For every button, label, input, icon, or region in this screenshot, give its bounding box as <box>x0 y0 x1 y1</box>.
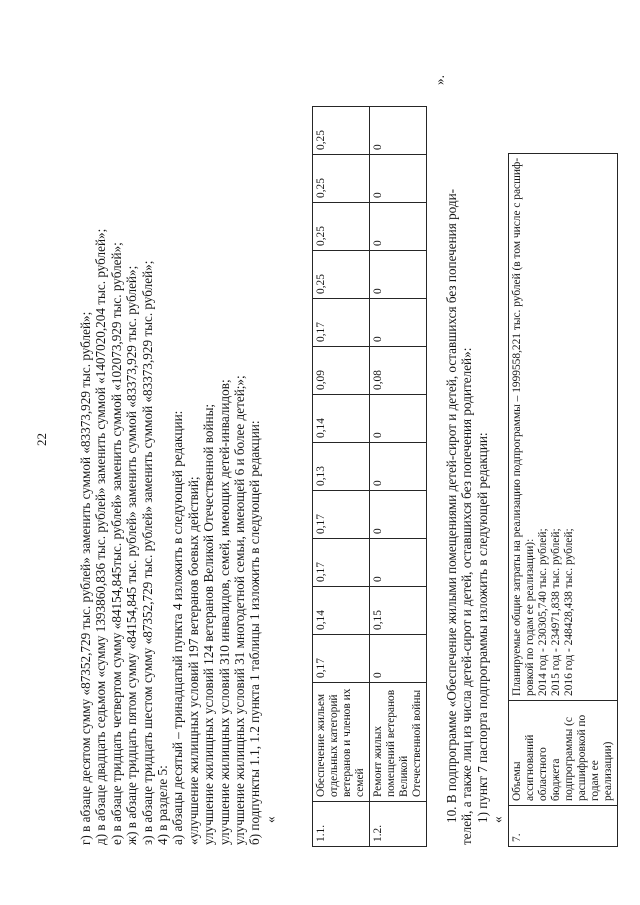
cell-value: 0,14 <box>313 587 370 635</box>
text-line: « <box>490 816 506 823</box>
cell-value: 0 <box>370 635 427 683</box>
text-line: з) в абзаце тридцать шестом сумму «87352,729 тыс. рублей» заменить суммой «83373,929 тыс. рублей»; <box>139 260 155 845</box>
text-line: «улучшение жилищных условий 197 ветеранов боевых действий; <box>185 476 201 845</box>
text-line: ж) в абзаце тридцать пятом сумму «84154,845 тыс. рублей» заменить суммой «83373,929 тыс. рублей»; <box>124 265 140 845</box>
cell-value: 0,25 <box>313 251 370 299</box>
cell-value: 0 <box>370 395 427 443</box>
cell-value: 0,17 <box>313 635 370 683</box>
text-line: е) в абзаце тридцать четвертом сумму «84154,845тыс. рублей» заменить суммой «102073,929 тыс. рублей»; <box>108 242 124 845</box>
cell-value: 0 <box>370 251 427 299</box>
text-line: а) абзацы десятый – тринадцатый пункта 4 изложить в следующей редакции: <box>170 410 186 845</box>
row-name: Ремонт жилых помещений ветеранов Великой Отечественной войны <box>370 683 427 802</box>
table-row <box>509 153 618 846</box>
row-number: 1.2. <box>370 802 427 847</box>
text-line: 1) пункт 7 паспорта подпрограммы изложить в следующей редакции: <box>474 432 490 823</box>
cell-value: 0,13 <box>313 443 370 491</box>
row-name: Обеспечение жильем отдельных категорий ветеранов и членов их семей <box>313 683 370 802</box>
row-label: Объемы ассигнований областного бюджета подпрограммы (с расшифровкой по годам ее реализации) <box>509 701 618 806</box>
cell-value: 0,14 <box>313 395 370 443</box>
table-row <box>313 107 370 847</box>
row-number: 7. <box>509 806 618 847</box>
text-line: 10. В подпрограмме «Обеспечение жилыми помещениями детей-сирот и детей, оставшихся без попечения роди- <box>444 188 459 823</box>
indicators-table <box>312 106 427 847</box>
cell-value: 0 <box>370 155 427 203</box>
cell-value: 0,08 <box>370 347 427 395</box>
cell-value: 0,15 <box>370 587 427 635</box>
cell-value: 0 <box>370 107 427 155</box>
text-line: б) подпункты 1.1, 1.2 пункта 1 таблицы 1 изложить в следующей редакции: <box>247 420 263 845</box>
cell-value: 0,17 <box>313 491 370 539</box>
section-10-text <box>444 35 506 845</box>
cell-value: 0 <box>370 203 427 251</box>
cell-value: 0 <box>370 443 427 491</box>
cell-value: 0,25 <box>313 203 370 251</box>
amendments-text <box>78 45 278 845</box>
table-row <box>370 107 427 847</box>
text-line: 4) в разделе 5: <box>155 765 171 845</box>
cell-value: 0,25 <box>313 155 370 203</box>
closing-quote: ». <box>432 75 447 85</box>
text-line: д) в абзаце двадцать седьмом «сумму 1393860,836 тыс. рублей» заменить суммой «1407020,204 тыс. рублей»; <box>93 228 109 845</box>
text-line: « <box>262 816 278 823</box>
text-line: 2016 год - 248428,438 тыс. рублей; <box>563 528 575 696</box>
cell-value: 0 <box>370 299 427 347</box>
passport-table <box>508 153 618 847</box>
cell-value: 0,17 <box>313 539 370 587</box>
row-number: 1.1. <box>313 802 370 847</box>
cell-value: 0 <box>370 539 427 587</box>
cell-value: 0 <box>370 491 427 539</box>
text-line: телей, а также лиц из числа детей-сирот и детей, оставшихся без попечения родителей»: <box>459 347 475 845</box>
text-line: улучшение жилищных условий 31 многодетной семьи, имеющей 6 и более детей;»; <box>232 375 248 845</box>
page-number: 22 <box>34 433 49 446</box>
text-line: 2015 год - 234971,838 тыс. рублей; <box>550 528 562 696</box>
text-line: 2014 год - 230305,740 тыс. рублей; <box>537 528 549 696</box>
cell-value: 0,17 <box>313 299 370 347</box>
text-line: улучшение жилищных условий 124 ветеранов Великой Отечественной войны; <box>201 403 217 845</box>
cell-value: 0,25 <box>313 107 370 155</box>
text-line: ровкой по годам ее реализации): <box>524 538 536 696</box>
text-line: г) в абзаце десятом сумму «87352,729 тыс. рублей» заменить суммой «83373,929 тыс. рублей»; <box>78 311 93 845</box>
text-line: улучшение жилищных условий 310 инвалидов, семей, имеющих детей-инвалидов; <box>216 379 232 845</box>
row-text <box>509 153 618 700</box>
cell-value: 0,09 <box>313 347 370 395</box>
text-line: Планируемые общие затраты на реализацию подпрограммы – 1999558,221 тыс. рублей (в том числе с расшиф- <box>511 157 523 696</box>
